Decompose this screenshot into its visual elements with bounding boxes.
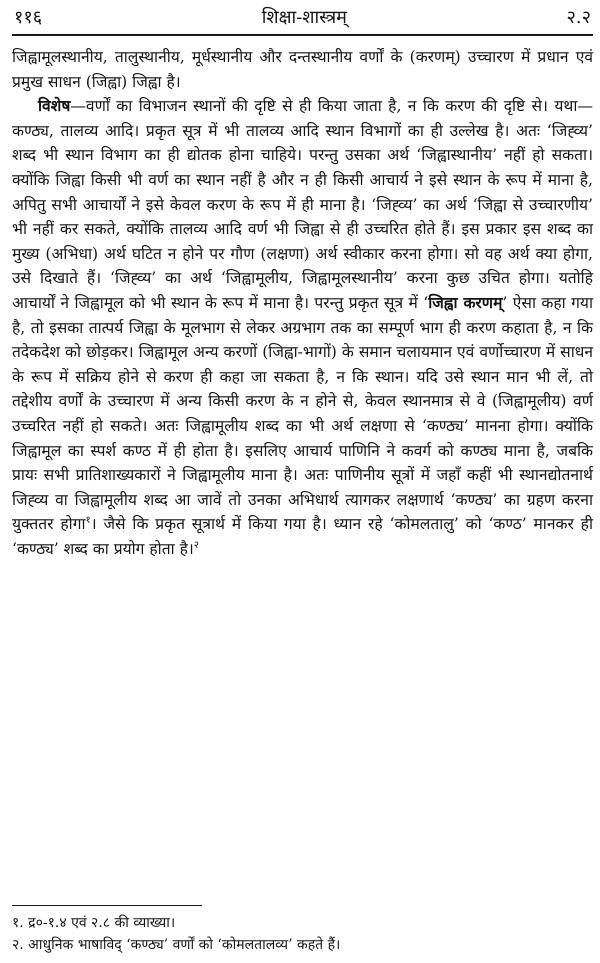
paragraph-1: जिह्वामूलस्थानीय, तालुस्थानीय, मूर्धस्थानीय और दन्तस्थानीय वर्णों के (करणम्) उच्चारण में प्रधान एवं प्रमुख साधन (जिह्वा) जिह्वा है। [12, 48, 593, 91]
vishesh-heading: विशेष [38, 96, 71, 116]
paragraph-2-part-b: ’ ऐसा कहा गया है, तो इसका तात्पर्य जिह्वा के मूलभाग से लेकर अग्रभाग तक का सम्पूर्ण भाग ही करण कहाता है, न कि तदेकदेश को छोड़कर। जिह्वामूल अन्य करणों (जिह्वा-भागों) के समान चलायमान एवं वर्णोच्चारण में साधन के रूप में सक्रिय होने से करण ही कहा जा सकता है, न कि स्थान। यदि उसे स्थान मान भी लें, तो तद्देशीय वर्णों के उच्चारण में अन्य किसी करण के न होने से, केवल स्थानमात्र से वे (जिह्वामूलीय) वर्ण उच्चरित नहीं हो सकते। अतः जिह्वामूलीय शब्द का भी अर्थ लक्षणा से ‘कण्ठ्य’ मानना होगा। क्योंकि जिह्वामूल का स्पर्श कण्ठ में ही होता है। इसलिए आचार्य पाणिनि ने कवर्ग को कण्ठ्य माना है, जबकि प्रायः सभी प्रातिशाख्यकारों ने जिह्वामूलीय माना है। अतः पाणिनीय सूत्रों में जहाँ कहीं भी स्थानद्योतनार्थ जिह्व्य वा जिह्वामूलीय शब्द आ जावें तो उनका अभिधार्थ त्यागकर लक्षणार्थ ‘कण्ठ्य’ का ग्रहण करना युक्ततर होगा [12, 293, 593, 534]
footnote-ref-2[interactable]: २ [193, 539, 199, 551]
paragraph-2-part-c: । जैसे कि प्रकृत सूत्रार्थ में किया गया है। ध्यान रहे ‘कोमलतालु’ को ‘कण्ठ’ मानकर ही ‘कण्ठ्य’ शब्द का प्रयोग होता है। [12, 515, 594, 558]
footnote-2: २. आधुनिक भाषाविद् ‘कण्ठ्य’ वर्णों को ‘कोमलतालव्य’ कहते हैं। [12, 937, 341, 953]
sutra-quote-bold: जिह्वा करणम् [428, 292, 503, 312]
running-header [12, 0, 593, 36]
running-title: शिक्षा-शास्त्रम् [261, 7, 347, 28]
footnote-ref-1[interactable]: १ [85, 515, 91, 527]
paragraph-2 [12, 94, 593, 561]
section-number: २.२ [566, 7, 591, 28]
footnote-divider [12, 905, 202, 906]
paragraph-2-part-a: —वर्णों का विभाजन स्थानों की दृष्टि से ही किया जाता है, न कि करण की दृष्टि से। यथा—कण्ठ्य, तालव्य आदि। प्रकृत सूत्र में भी तालव्य आदि स्थान विभागों का ही उल्लेख है। अतः ‘जिह्व्य’ शब्द भी स्थान विभाग का ही द्योतक होना चाहिये। परन्तु उसका अर्थ ‘जिह्वास्थानीय’ नहीं हो सकता। क्योंकि जिह्वा किसी भी वर्ण का स्थान नहीं है और न ही किसी आचार्य ने इसे स्थान के रूप में माना है, अपितु सभी आचार्यों ने इसे केवल करण के रूप में ही माना है। ‘जिह्व्य’ का अर्थ ‘जिह्वा से उच्चारणीय’ भी नहीं कर सकते, क्योंकि तालव्य आदि वर्ण भी जिह्वा से ही उच्चरित होते हैं। इस प्रकार इस शब्द का मुख्य (अभिधा) अर्थ घटित न होने पर गौण (लक्षणा) अर्थ स्वीकार करना होगा। सो वह अर्थ क्या होगा, उसे दिखाते हैं। ‘जिह्व्य’ का अर्थ ‘जिह्वामूलीय, जिह्वामूलस्थानीय’ करना कुछ उचित होगा। यतोहि आचार्यों ने जिह्वामूल को भी स्थान के रूप में माना है। परन्तु प्रकृत सूत्र में ‘ [12, 97, 593, 312]
footnotes [12, 912, 593, 956]
footnote-1: १. द्र०-१.४ एवं २.८ की व्याख्या। [12, 915, 176, 931]
body-text [12, 45, 593, 561]
page-number: ११६ [14, 7, 43, 28]
